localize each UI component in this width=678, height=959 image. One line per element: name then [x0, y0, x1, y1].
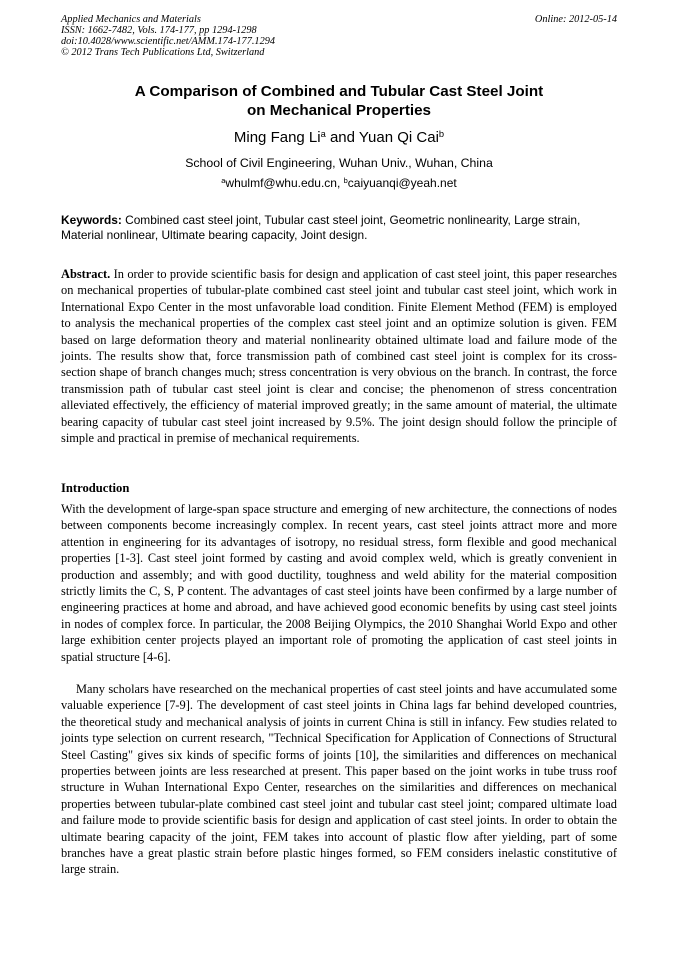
abstract-label: Abstract.	[61, 267, 111, 281]
author-joiner: and	[325, 129, 359, 146]
email-a: whulmf@whu.edu.cn,	[225, 176, 344, 190]
keywords-label: Keywords:	[61, 213, 122, 227]
email-b-mark: b	[343, 176, 348, 186]
author-1: Ming Fang Li	[233, 129, 321, 146]
paper-title	[61, 82, 617, 120]
email-a-mark: a	[221, 176, 226, 186]
journal-name: Applied Mechanics and Materials	[61, 14, 201, 25]
introduction-paragraph-1: With the development of large-span space structure and emerging of new architecture, the connections of nodes between components become increasingly complex. In recent years, cast steel joints attract more and more attention in engineering for its advantages of isotropy, no residual stress, form flexible and good mechanical properties [1-3]. Cast steel joint formed by casting and avoid complex weld, which is greatly convenient in production and assembly; and with good ductility, toughness and weld ability for the material composition strictly limits the C, S, P content. The advantages of cast steel joints have been confirmed by a large number of engineering practices at home and abroad, and have achieved good economic benefits by using cast steel joints in nodes of complex force. In particular, the 2008 Beijing Olympics, the 2010 Shanghai World Expo and other large exhibition center projects played an important role of promoting the application of cast steel joints in spatial structure [4-6].	[61, 502, 617, 664]
keywords-text: Combined cast steel joint, Tubular cast steel joint, Geometric nonlinearity, Large strain, Material nonlinear, Ultimate bearing capacity, Joint design.	[61, 213, 581, 242]
title-line-1: A Comparison of Combined and Tubular Cast Steel Joint	[134, 83, 544, 100]
journal-header	[61, 14, 617, 58]
title-line-2: on Mechanical Properties	[247, 102, 431, 119]
email-b: caiyuanqi@yeah.net	[347, 176, 457, 190]
keywords-block	[61, 213, 617, 243]
abstract-text: In order to provide scientific basis for design and application of cast steel joint, this paper researches on mechanical properties of tubular-plate combined cast steel joint and tubular cast steel joint, which work in International Expo Center in the most unfavorable load condition. Finite Element Method (FEM) is employed to analysis the mechanical properties of the complex cast steel joint and an optimize solution is given. FEM based on large deformation theory and material nonlinearity obtained ultimate load and failure mode of the joints. The results show that, force transmission path of combined cast steel joint is complex for its cross-section shape of branch changes much; stress concentration is very obvious on the branch. In contrast, the force transmission path of tubular cast steel joint is clear and concise; the phenomenon of stress concentration alleviated effectively, the efficiency of material improved greatly; in the same amount of material, the ultimate bearing capacity of tubular cast steel joint increased by 9.5%. The joint design should follow the principle of simple and practical in premise of mechanical requirements.	[61, 267, 617, 446]
doi-line: doi:10.4028/www.scientific.net/AMM.174-177.1294	[61, 36, 276, 47]
author-list	[61, 129, 617, 147]
introduction-paragraph-2: Many scholars have researched on the mechanical properties of cast steel joints and have accumulated some valuable experience [7-9]. The development of cast steel joints in China lags far behind developed countries, the theoretical study and mechanical analysis of joints in current China is still in infancy. Few studies related to joints type selection on current research, "Technical Specification for Application of Connections of Structural Steel Casting" gives six kinds of specific forms of joints [10], the similarities and differences on mechanical properties between joints are less researched at present. This paper based on the joint works in tube truss roof structure in Wuhan International Expo Center, researches on the similarities and differences on mechanical properties between tubular-plate combined cast steel joint and tubular cast steel joint; compared ultimate load and failure mode to provide scientific basis for design and application of cast steel joints. In order to obtain the ultimate bearing capacity of the joint, FEM takes into account of plastic flow after yielding, part of some branches have a great plastic strain before plastic hinges formed, so FEM considers inelastic constitutive of large strain.	[61, 682, 617, 877]
abstract-block	[61, 266, 617, 446]
affiliation: School of Civil Engineering, Wuhan Univ., Wuhan, China	[185, 156, 493, 170]
copyright-line: © 2012 Trans Tech Publications Ltd, Switzerland	[61, 47, 265, 58]
author-2-affil-mark: b	[438, 129, 445, 140]
author-1-affil-mark: a	[320, 129, 326, 140]
author-emails	[61, 176, 617, 191]
author-2: Yuan Qi Cai	[358, 129, 439, 146]
issn-line: ISSN: 1662-7482, Vols. 174-177, pp 1294-1298	[61, 25, 257, 36]
online-date: Online: 2012-05-14	[534, 14, 617, 25]
section-heading-introduction: Introduction	[61, 481, 130, 495]
